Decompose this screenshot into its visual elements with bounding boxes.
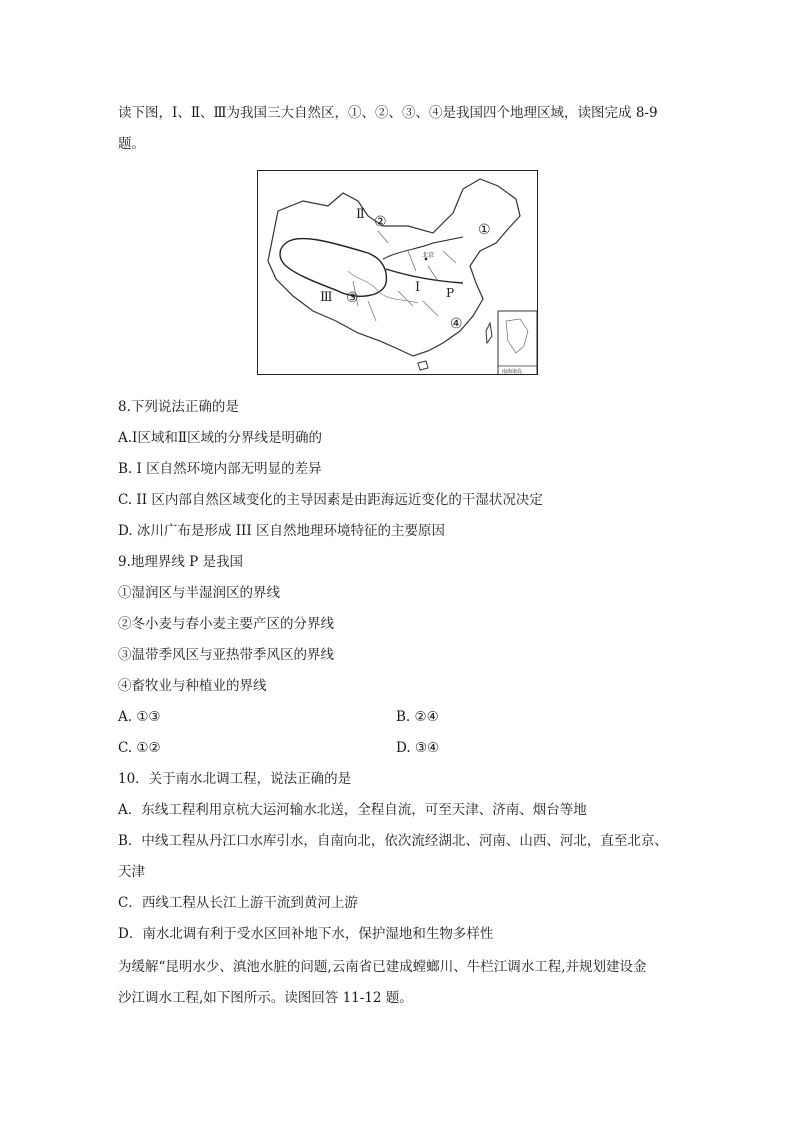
intro-line-2: 题。: [118, 136, 145, 152]
q9-statement-3: ③温带季风区与亚热带季风区的界线: [118, 647, 334, 663]
q9-statement-2: ②冬小麦与春小麦主要产区的分界线: [118, 616, 334, 632]
internal-lines: [353, 231, 456, 321]
q9-statement-1: ①湿润区与半湿润区的界线: [118, 585, 280, 601]
label-area-3: ③: [346, 290, 359, 306]
china-map-figure: [257, 170, 538, 375]
q9-statement-4: ④畜牧业与种植业的界线: [118, 678, 267, 694]
q10-option-b-line-1: B．中线工程从丹江口水库引水，自南向北，依次流经湖北、河南、山西、河北，直至北京、: [118, 833, 668, 849]
label-area-2: ②: [374, 214, 387, 230]
label-region-ii: Ⅱ: [356, 207, 365, 222]
q10-option-d: D．南水北调有利于受水区回补地下水，保护湿地和生物多样性: [118, 926, 494, 942]
boundary-line-p: [386, 269, 463, 283]
boundary-ii-iii: [280, 238, 386, 296]
q9-option-b: B. ②④: [396, 709, 439, 725]
q10-option-a: A．东线工程利用京杭大运河输水北送，全程自流，可至天津、济南、烟台等地: [118, 802, 587, 818]
label-area-1: ①: [478, 222, 491, 238]
q10-option-b-line-2: 天津: [118, 864, 145, 880]
outro-line-1: 为缓解“昆明水少、滇池水脏的问题,云南省已建成螳螂川、牛栏江调水工程,并规划建设金: [118, 959, 647, 975]
q9-option-a: A. ①③: [118, 709, 161, 725]
q8-option-c: C. II 区内部自然区域变化的主导因素是由距海远近变化的干湿状况决定: [118, 492, 543, 508]
label-region-i: Ⅰ: [415, 280, 421, 295]
inset-box: [498, 311, 537, 375]
q10-stem: 10．关于南水北调工程，说法正确的是: [118, 771, 352, 787]
outro-line-2: 沙江调水工程,如下图所示。读图回答 11-12 题。: [118, 990, 413, 1006]
q8-option-b: B. I 区自然环境内部无明显的差异: [118, 461, 322, 477]
china-outline: [268, 179, 520, 356]
q9-option-d: D. ③④: [396, 740, 440, 756]
label-line-p: P: [446, 286, 455, 300]
q8-stem: 8.下列说法正确的是: [118, 399, 239, 415]
q8-option-d: D. 冰川广布是形成 III 区自然地理环境特征的主要原因: [118, 523, 446, 539]
q10-option-c: C．西线工程从长江上游干流到黄河上游: [118, 895, 358, 911]
intro-line-1: 读下图，Ⅰ、Ⅱ、Ⅲ为我国三大自然区，①、②、③、④是我国四个地理区域，读图完成 8-9: [118, 105, 658, 121]
label-area-4: ④: [450, 316, 463, 332]
china-map-svg: [258, 171, 538, 375]
inset-label: 南海诸岛: [502, 369, 523, 375]
hainan-outline: [418, 361, 428, 370]
taiwan-outline: [486, 323, 492, 343]
label-beijing: 北京: [422, 252, 435, 259]
q9-stem: 9.地理界线 P 是我国: [118, 554, 244, 570]
q8-option-a: A.Ⅰ区域和Ⅱ区域的分界线是明确的: [118, 430, 323, 446]
q9-option-c: C. ①②: [118, 740, 161, 756]
label-region-iii: Ⅲ: [320, 290, 333, 305]
